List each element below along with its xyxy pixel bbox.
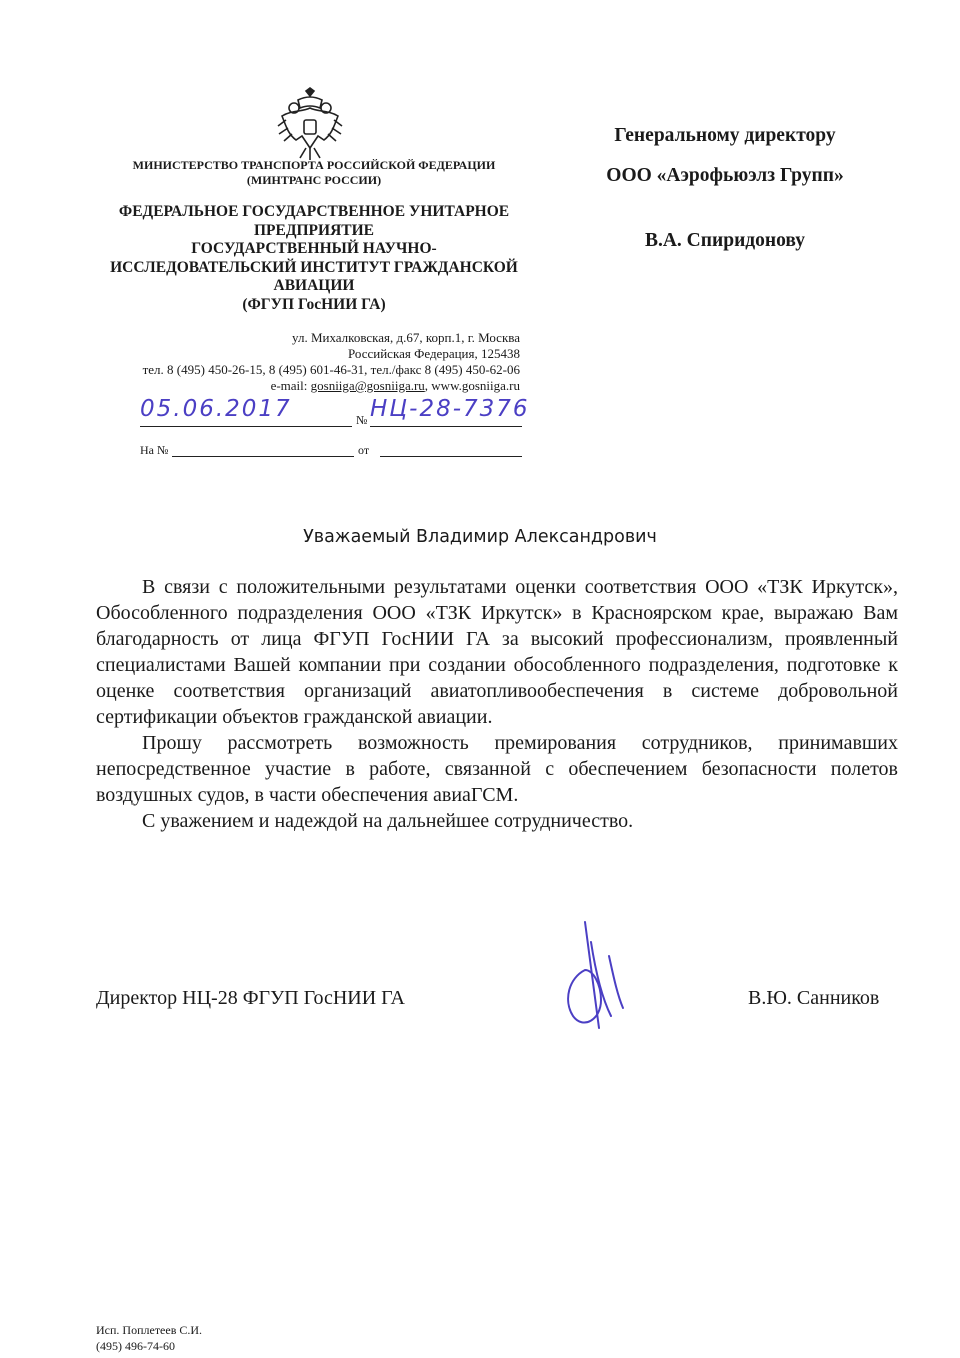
website-link[interactable]: , www.gosniiga.ru — [424, 378, 520, 393]
enterprise-abbreviation: (ФГУП ГосНИИ ГА) — [242, 295, 386, 313]
address-street: ул. Михалковская, д.67, корп.1, г. Москва — [292, 330, 520, 345]
reference-date-label: от — [358, 443, 370, 457]
contact-email-line — [271, 378, 520, 394]
reference-number-blank — [172, 456, 354, 457]
email-link[interactable]: gosniiga@gosniiga.ru — [310, 378, 425, 393]
handwritten-signature — [555, 912, 635, 1040]
addressee-company: ООО «Аэрофьюэлз Групп» — [606, 165, 844, 186]
address-country: Российская Федерация, 125438 — [348, 346, 520, 361]
enterprise-name-line: ГОСУДАРСТВЕННЫЙ НАУЧНО- — [191, 240, 437, 257]
outgoing-number-label: № — [356, 413, 368, 427]
body-paragraph: В связи с положительными результатами оценки соответствия ООО «ТЗК Иркутск», Обособленного подразделения ООО «ТЗК Иркутск» в Красноярском крае, выражаю Вам благодарность от лица ФГУП ГосНИИ ГА за высокий профессионализм, проявленный специалистами Вашей компании при создании обособленного подразделения, подготовке к оценке соответствия организаций авиатопливообеспечения в системе добровольной сертификации объектов гражданской авиации. — [96, 576, 898, 728]
body-paragraph: Прошу рассмотреть возможность премирования сотрудников, принимавших непосредственное участие в работе, связанной с обеспечением безопасности полетов воздушных судов, в части обеспечения авиаГСМ. — [96, 732, 898, 806]
signatory-title: Директор НЦ-28 ФГУП ГосНИИ ГА — [96, 987, 406, 1009]
double-headed-eagle-emblem-icon — [272, 86, 348, 162]
addressee-name: В.А. Спиридонову — [644, 230, 806, 251]
enterprise-name-line: ФЕДЕРАЛЬНОЕ ГОСУДАРСТВЕННОЕ УНИТАРНОЕ — [118, 203, 510, 220]
outgoing-number: НЦ-28-7376 — [370, 396, 530, 422]
signatory-name: В.Ю. Санников — [748, 987, 880, 1009]
phone-numbers: тел. 8 (495) 450-26-15, 8 (495) 601-46-31, тел./факс 8 (495) 450-62-06 — [142, 362, 520, 377]
enterprise-name — [90, 203, 538, 314]
ministry-name — [108, 158, 520, 188]
ministry-abbreviation: (МИНТРАНС РОССИИ) — [246, 173, 382, 187]
enterprise-name-line: ИССЛЕДОВАТЕЛЬСКИЙ ИНСТИТУТ ГРАЖДАНСКОЙ — [110, 258, 518, 276]
salutation: Уважаемый Владимир Александрович — [303, 527, 657, 547]
executor-name: Исп. Поплетеев С.И. — [96, 1323, 203, 1337]
outgoing-date-underline — [140, 426, 352, 427]
executor-phone: (495) 496-74-60 — [96, 1339, 175, 1353]
outgoing-date: 05.06.2017 — [140, 396, 292, 422]
email-label: e-mail: — [270, 378, 311, 393]
enterprise-name-line: ПРЕДПРИЯТИЕ — [253, 221, 375, 239]
body-paragraph: С уважением и надеждой на дальнейшее сотрудничество. — [142, 810, 634, 832]
ministry-name-line: МИНИСТЕРСТВО ТРАНСПОРТА РОССИЙСКОЙ ФЕДЕРАЦИИ — [132, 158, 496, 172]
addressee-position: Генеральному директору — [614, 125, 836, 146]
reference-date-blank — [380, 456, 522, 457]
enterprise-name-line: АВИАЦИИ — [273, 277, 355, 294]
reference-number-label: На № — [140, 443, 169, 457]
letter-body — [96, 574, 898, 834]
outgoing-number-underline — [370, 426, 522, 427]
